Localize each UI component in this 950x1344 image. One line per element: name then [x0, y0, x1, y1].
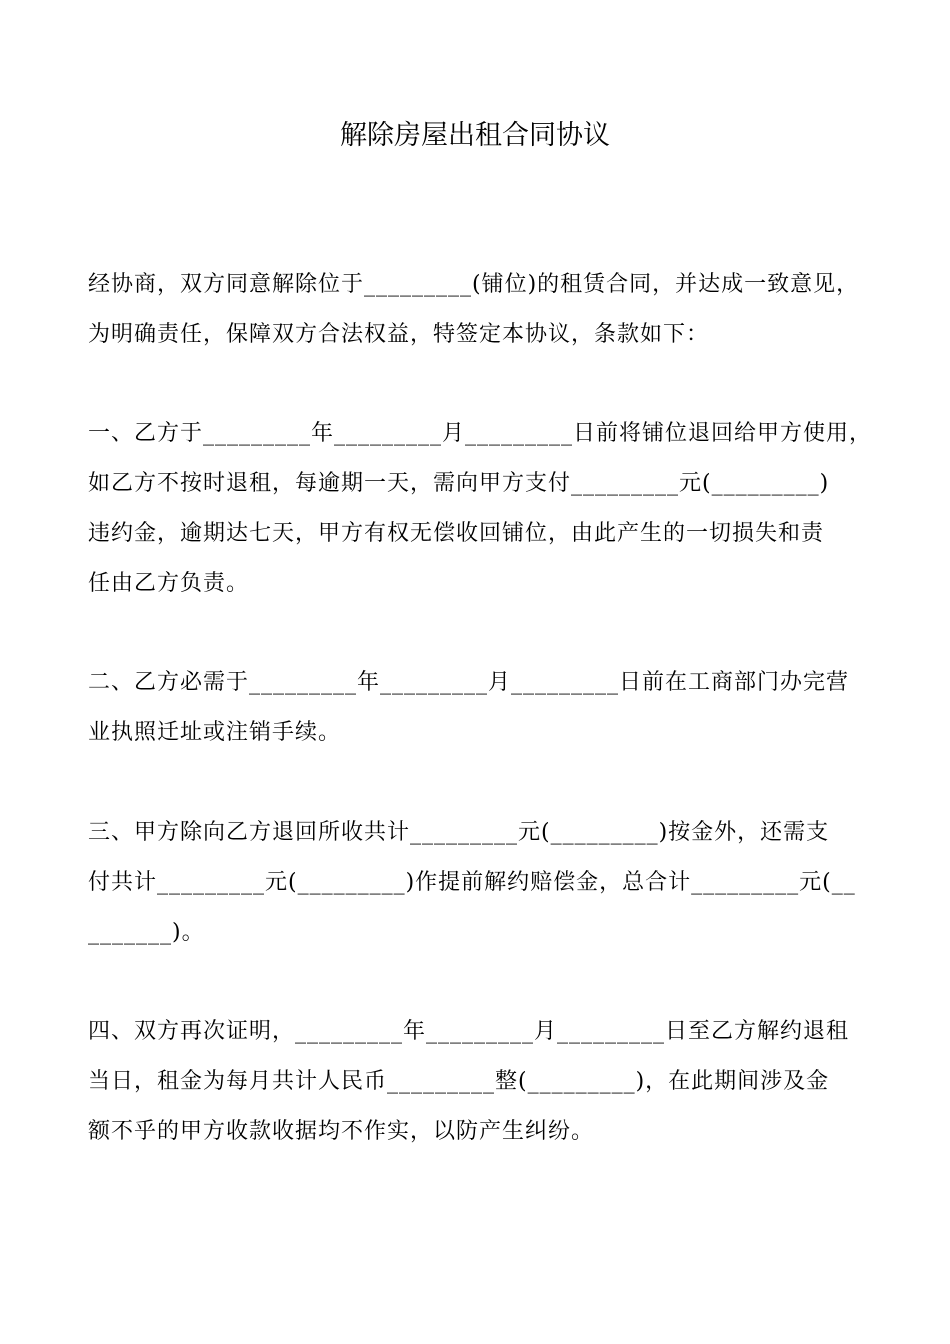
- clause-1-paragraph: [88, 409, 888, 609]
- clause-3-paragraph: [88, 808, 888, 958]
- paragraph-line: 额不乎的甲方收款收据均不作实，以防产生纠纷。: [88, 1119, 595, 1144]
- paragraph-line: 四、双方再次证明，_________年_________月_________日至乙方解约退租: [88, 1019, 850, 1044]
- paragraph-line: 为明确责任，保障双方合法权益，特签定本协议，条款如下：: [88, 322, 710, 347]
- paragraph-line: 三、甲方除向乙方退回所收共计_________元(_________)按金外，还需支: [88, 820, 830, 845]
- paragraph-line: 违约金，逾期达七天，甲方有权无偿收回铺位，由此产生的一切损失和责: [88, 521, 825, 546]
- clause-4-paragraph: [88, 1007, 888, 1157]
- clause-2-paragraph: [88, 658, 888, 758]
- paragraph-line: 如乙方不按时退租，每逾期一天，需向甲方支付_________元(_________): [88, 471, 830, 496]
- paragraph-line: 付共计_________元(_________)作提前解约赔偿金，总合计_________元(__: [88, 870, 856, 895]
- paragraph-line: 二、乙方必需于_________年_________月_________日前在工商部门办完营: [88, 670, 850, 695]
- paragraph-line: 一、乙方于_________年_________月_________日前将铺位退回给甲方使用，: [88, 421, 873, 446]
- paragraph-line: 当日，租金为每月共计人民币_________整(_________)，在此期间涉及金: [88, 1069, 830, 1094]
- intro-paragraph: [88, 260, 888, 360]
- paragraph-line: _______)。: [88, 920, 205, 945]
- paragraph-line: 经协商，双方同意解除位于_________(铺位)的租赁合同，并达成一致意见，: [88, 272, 860, 297]
- document-title: 解除房屋出租合同协议: [340, 120, 610, 151]
- paragraph-line: 任由乙方负责。: [88, 571, 250, 596]
- paragraph-line: 业执照迁址或注销手续。: [88, 720, 342, 745]
